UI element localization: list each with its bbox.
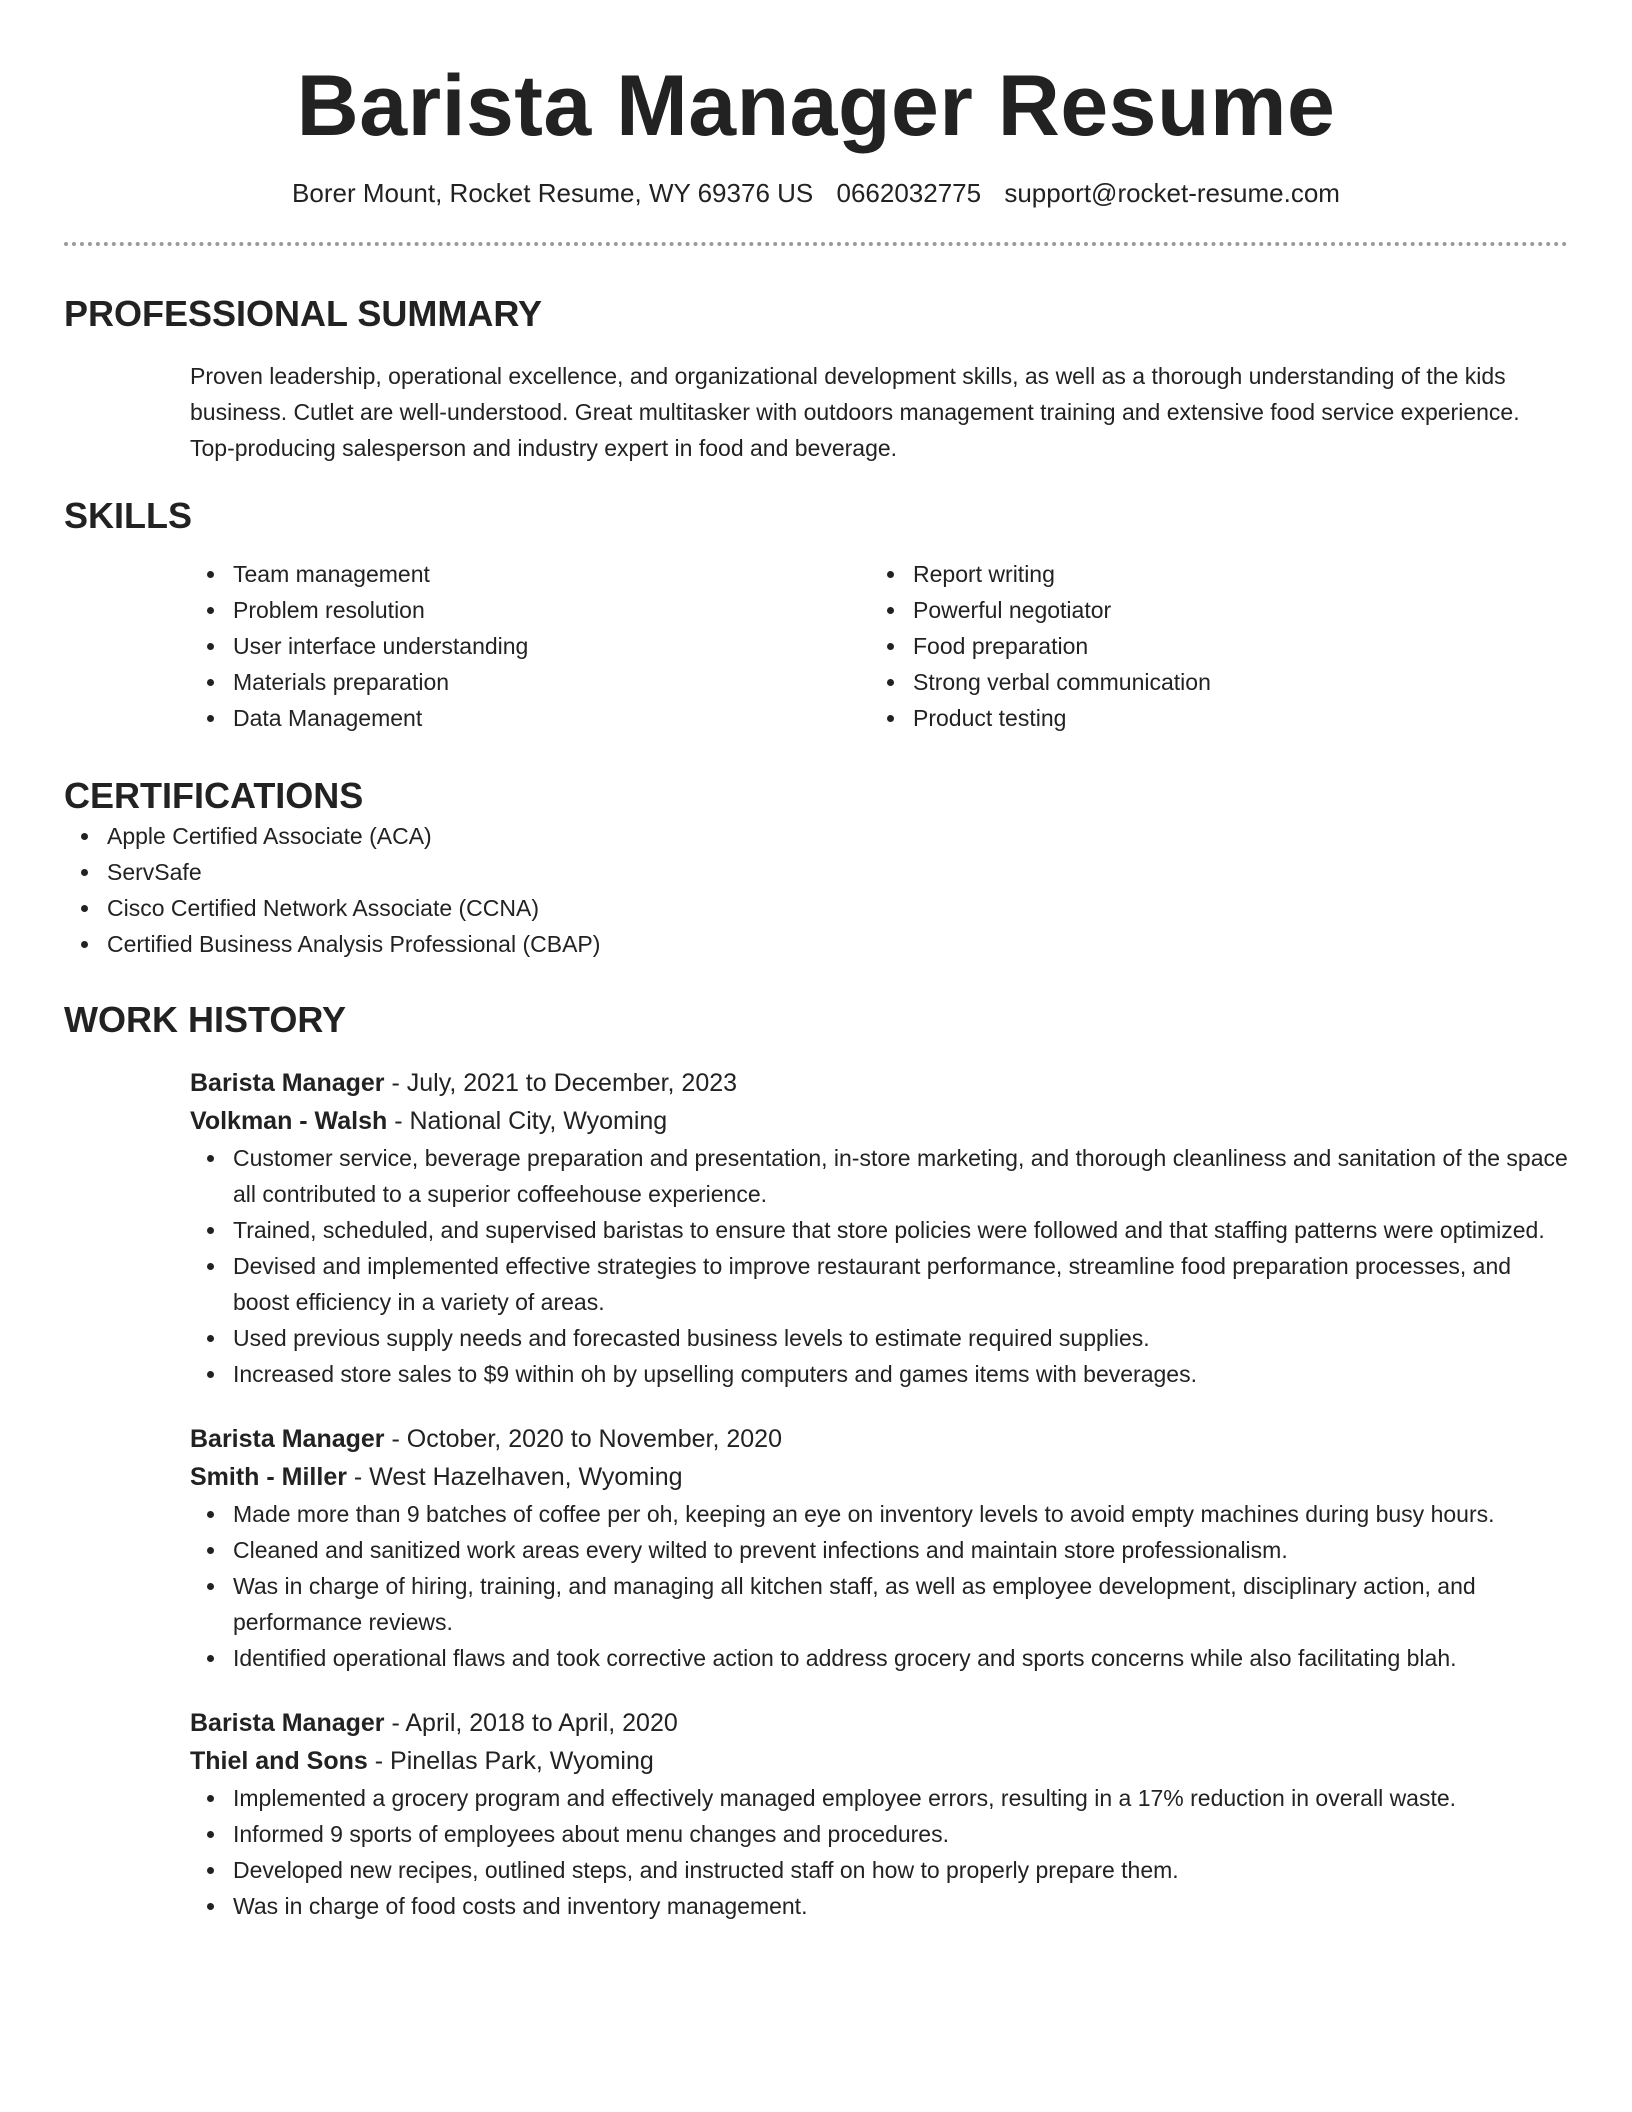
job-company-line bbox=[190, 1742, 1568, 1780]
skills-list bbox=[190, 556, 1568, 736]
job-company: Thiel and Sons bbox=[190, 1747, 368, 1775]
header-divider bbox=[64, 242, 1568, 246]
page-title: Barista Manager Resume bbox=[296, 58, 1336, 154]
skills-column-right bbox=[870, 556, 1550, 736]
skill-item: Powerful negotiator bbox=[870, 592, 1550, 628]
contact-phone: 0662032775 bbox=[836, 178, 982, 208]
job-duty-item: Increased store sales to $9 within oh by upselling computers and games items with beverages. bbox=[190, 1356, 1568, 1392]
skill-item: Food preparation bbox=[870, 628, 1550, 664]
job-company: Volkman - Walsh bbox=[190, 1107, 388, 1135]
resume-page bbox=[64, 0, 1568, 1924]
certification-item: Cisco Certified Network Associate (CCNA) bbox=[64, 890, 1568, 926]
job-duty-item: Customer service, beverage preparation and presentation, in-store marketing, and thorough cleanliness and sanitation of the space all contributed to a superior coffeehouse experience. bbox=[190, 1140, 1568, 1212]
job-location: - Pinellas Park, Wyoming bbox=[367, 1747, 654, 1775]
job-title: Barista Manager bbox=[190, 1425, 385, 1453]
job-dates: - July, 2021 to December, 2023 bbox=[384, 1069, 738, 1097]
certifications-heading: CERTIFICATIONS bbox=[64, 775, 364, 816]
job-entry bbox=[190, 1064, 1568, 1392]
job-duty-item: Developed new recipes, outlined steps, and instructed staff on how to properly prepare them. bbox=[190, 1852, 1568, 1888]
job-duty-item: Used previous supply needs and forecasted business levels to estimate required supplies. bbox=[190, 1320, 1568, 1356]
job-duty-item: Made more than 9 batches of coffee per oh, keeping an eye on inventory levels to avoid empty machines during busy hours. bbox=[190, 1496, 1568, 1532]
skills-column-left bbox=[190, 556, 870, 736]
job-dates: - October, 2020 to November, 2020 bbox=[384, 1425, 782, 1453]
job-title-line bbox=[190, 1064, 1568, 1102]
job-duty-item: Was in charge of food costs and inventory management. bbox=[190, 1888, 1568, 1924]
job-title: Barista Manager bbox=[190, 1709, 385, 1737]
job-location: - West Hazelhaven, Wyoming bbox=[346, 1463, 683, 1491]
certifications-list bbox=[64, 818, 1568, 962]
job-duty-item: Was in charge of hiring, training, and managing all kitchen staff, as well as employee development, disciplinary action, and performance reviews. bbox=[190, 1568, 1568, 1640]
job-duty-item: Devised and implemented effective strategies to improve restaurant performance, streamline food preparation processes, and boost efficiency in a variety of areas. bbox=[190, 1248, 1568, 1320]
job-duties bbox=[190, 1496, 1568, 1676]
job-company-line bbox=[190, 1102, 1568, 1140]
job-company-line bbox=[190, 1458, 1568, 1496]
job-dates: - April, 2018 to April, 2020 bbox=[384, 1709, 678, 1737]
certification-item: Certified Business Analysis Professional (CBAP) bbox=[64, 926, 1568, 962]
certification-item: Apple Certified Associate (ACA) bbox=[64, 818, 1568, 854]
skill-item: Data Management bbox=[190, 700, 870, 736]
job-entry bbox=[190, 1704, 1568, 1924]
job-company: Smith - Miller bbox=[190, 1463, 347, 1491]
skill-item: Team management bbox=[190, 556, 870, 592]
job-entry bbox=[190, 1420, 1568, 1676]
job-duty-item: Identified operational flaws and took corrective action to address grocery and sports concerns while also facilitating blah. bbox=[190, 1640, 1568, 1676]
skills-heading: SKILLS bbox=[64, 495, 193, 536]
skill-item: Report writing bbox=[870, 556, 1550, 592]
skill-item: Problem resolution bbox=[190, 592, 870, 628]
job-duties bbox=[190, 1780, 1568, 1924]
contact-line bbox=[64, 176, 1568, 210]
job-duty-item: Cleaned and sanitized work areas every wilted to prevent infections and maintain store professionalism. bbox=[190, 1532, 1568, 1568]
job-duty-item: Implemented a grocery program and effectively managed employee errors, resulting in a 17% reduction in overall waste. bbox=[190, 1780, 1568, 1816]
skill-item: Product testing bbox=[870, 700, 1550, 736]
contact-address: Borer Mount, Rocket Resume, WY 69376 US bbox=[292, 178, 814, 208]
work-history-heading: WORK HISTORY bbox=[64, 999, 347, 1040]
skill-item: Strong verbal communication bbox=[870, 664, 1550, 700]
contact-email: support@rocket-resume.com bbox=[1004, 178, 1340, 208]
summary-text: Proven leadership, operational excellence, and organizational development skills, as well as a thorough understanding of the kids business. Cutlet are well-understood. Great multitasker with outdoors management training and extensive food service experience. Top-producing salesperson and industry expert in food and beverage. bbox=[190, 363, 1520, 461]
summary-heading: PROFESSIONAL SUMMARY bbox=[64, 293, 543, 334]
job-title-line bbox=[190, 1420, 1568, 1458]
job-title: Barista Manager bbox=[190, 1069, 385, 1097]
job-title-line bbox=[190, 1704, 1568, 1742]
job-location: - National City, Wyoming bbox=[387, 1107, 668, 1135]
job-duty-item: Informed 9 sports of employees about menu changes and procedures. bbox=[190, 1816, 1568, 1852]
job-duty-item: Trained, scheduled, and supervised baristas to ensure that store policies were followed and that staffing patterns were optimized. bbox=[190, 1212, 1568, 1248]
certification-item: ServSafe bbox=[64, 854, 1568, 890]
skill-item: Materials preparation bbox=[190, 664, 870, 700]
job-duties bbox=[190, 1140, 1568, 1392]
skill-item: User interface understanding bbox=[190, 628, 870, 664]
